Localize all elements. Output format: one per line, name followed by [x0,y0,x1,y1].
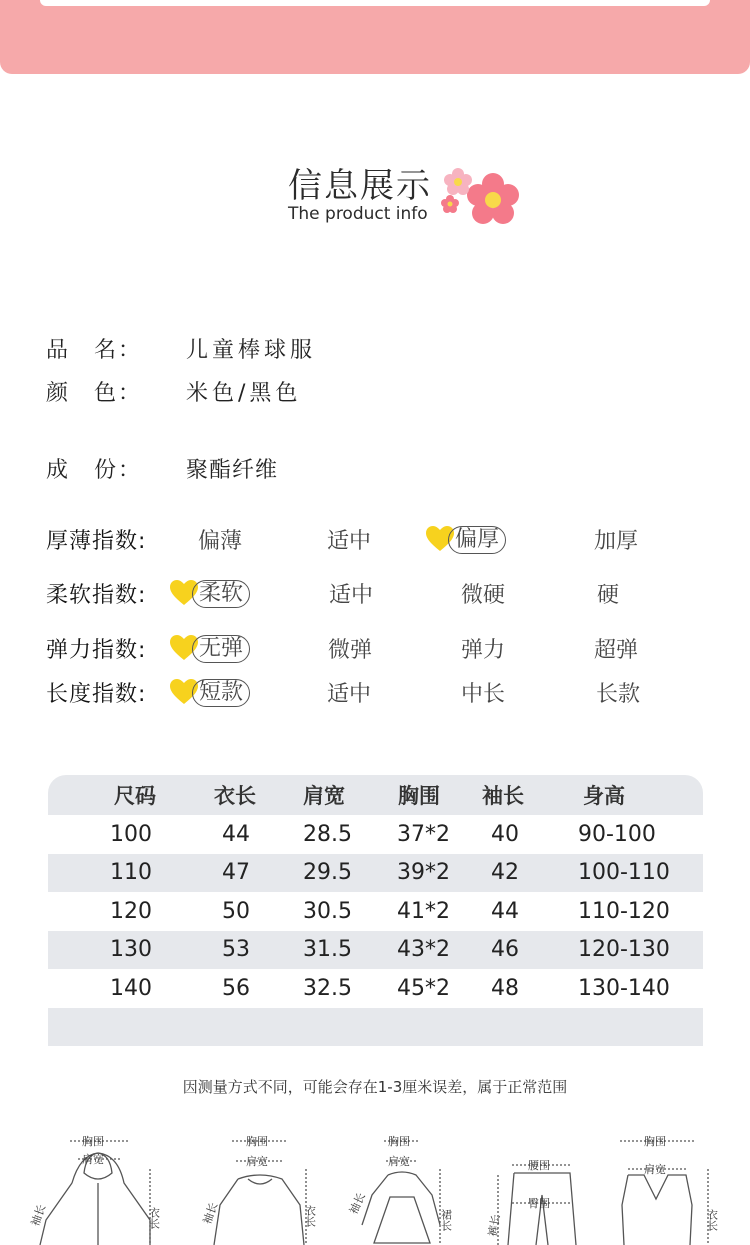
table-cell: 50 [222,898,250,924]
header-cell: 胸围 [398,784,440,808]
table-cell: 44 [222,821,250,847]
diagram-label: 胸围 [644,1135,666,1148]
index-elasticity [46,633,726,669]
table-cell: 41*2 [397,898,450,924]
table-cell: 110-120 [578,898,670,924]
index-option: 微弹 [328,638,373,663]
info-value: 米色/黑色 [186,381,302,406]
table-cell: 29.5 [303,860,352,886]
diagram-label: 衣长 [303,1205,317,1227]
header-cell: 身高 [583,784,625,808]
diagram-label: 衣长 [147,1207,161,1229]
top-banner-edge [40,0,710,6]
table-cell: 45*2 [397,975,450,1001]
index-option: 硬 [597,583,620,608]
index-option-selected: 柔软 [192,580,250,608]
index-option: 长款 [596,682,641,707]
measurement-diagrams [0,1125,750,1245]
table-cell: 47 [222,860,250,886]
diagram-label: 肩宽 [246,1155,268,1168]
index-label: 厚薄指数: [46,529,147,554]
table-cell: 31.5 [303,937,352,963]
info-label: 品 名： [46,338,143,363]
index-option: 微硬 [461,583,506,608]
diagram-label: 胸围 [82,1135,104,1148]
index-option: 适中 [327,529,372,554]
table-row-empty [48,1008,703,1047]
info-value: 儿童棒球服 [186,338,317,363]
header-cell: 袖长 [482,784,524,808]
diagram-label: 裙长 [439,1209,453,1231]
diagram-label: 衣长 [705,1209,719,1231]
flower-icon [438,160,528,232]
info-product-name [46,333,316,364]
diagram-label: 胸围 [388,1135,410,1148]
table-cell: 110 [110,860,152,886]
info-material [46,453,278,484]
table-cell: 37*2 [397,821,450,847]
table-cell: 100 [110,821,152,847]
diagram-label: 肩宽 [388,1155,410,1168]
diagram-label: 胸围 [246,1135,268,1148]
index-option: 超弹 [594,638,639,663]
table-cell: 46 [491,937,519,963]
index-option: 偏薄 [198,529,243,554]
title-chinese: 信息展示 [288,166,432,206]
table-cell: 140 [110,975,152,1001]
index-option: 适中 [329,583,374,608]
table-cell: 42 [491,860,519,886]
table-row [48,815,703,854]
index-softness [46,578,726,614]
index-option-selected: 短款 [192,679,250,707]
size-table [48,775,703,1046]
diagram-label: 肩宽 [644,1163,666,1176]
table-row [48,892,703,931]
diagram-label: 肩宽 [82,1153,104,1166]
table-cell: 43*2 [397,937,450,963]
diagram-label: 袖长 [28,1202,49,1229]
table-cell: 120 [110,898,152,924]
table-cell: 28.5 [303,821,352,847]
diagram-label: 袖长 [346,1190,369,1217]
table-cell: 32.5 [303,975,352,1001]
section-title [288,158,548,238]
table-cell: 44 [491,898,519,924]
table-cell: 40 [491,821,519,847]
index-thickness [46,524,726,560]
table-row [48,931,703,970]
header-cell: 衣长 [214,784,256,808]
diagram-label: 袖长 [200,1200,221,1227]
index-label: 弹力指数: [46,638,147,663]
info-color [46,376,301,407]
index-length [46,677,726,713]
index-option-selected: 偏厚 [448,526,506,554]
table-cell: 130 [110,937,152,963]
table-cell: 39*2 [397,860,450,886]
index-option-selected: 无弹 [192,635,250,663]
index-option: 适中 [327,682,372,707]
table-header [48,775,703,815]
info-label: 成 份： [46,458,143,483]
table-cell: 120-130 [578,937,670,963]
table-cell: 130-140 [578,975,670,1001]
title-english: The product info [288,204,428,224]
diagram-label: 裤长 [486,1213,503,1238]
diagram-label: 臀围 [528,1197,550,1210]
table-row [48,969,703,1008]
header-cell: 尺码 [114,784,156,808]
table-cell: 53 [222,937,250,963]
table-cell: 56 [222,975,250,1001]
index-option: 弹力 [461,638,506,663]
info-value: 聚酯纤维 [186,458,279,483]
table-cell: 90-100 [578,821,656,847]
measurement-note: 因测量方式不同，可能会存在1-3厘米误差，属于正常范围 [182,1078,568,1096]
index-label: 柔软指数: [46,583,147,608]
table-cell: 30.5 [303,898,352,924]
vest-diagram [620,1141,708,1245]
header-cell: 肩宽 [303,784,345,808]
table-cell: 48 [491,975,519,1001]
index-option: 加厚 [594,529,639,554]
table-row [48,854,703,893]
index-option: 中长 [461,682,506,707]
index-label: 长度指数: [46,682,147,707]
top-banner [0,0,750,74]
info-label: 颜 色： [46,381,143,406]
diagram-label: 腰围 [528,1159,550,1172]
table-cell: 100-110 [578,860,670,886]
